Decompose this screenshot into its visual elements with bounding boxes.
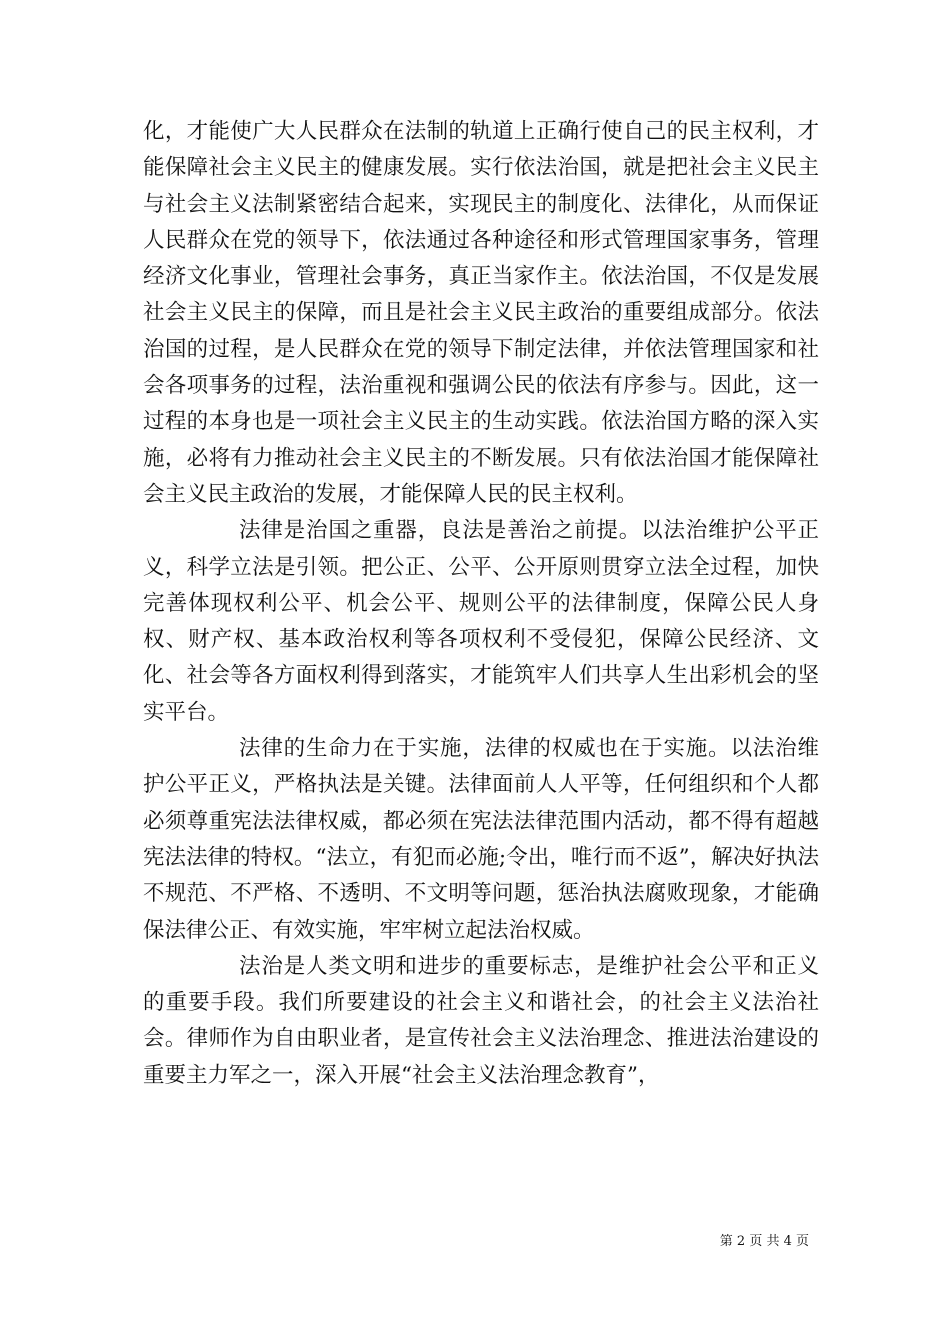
- paragraph-4: 法治是人类文明和进步的重要标志，是维护社会公平和正义的重要手段。我们所要建设的社会主义和谐社会，的社会主义法治社会。律师作为自由职业者，是宣传社会主义法治理念、推进法治建设的重要主力军之一，深入开展“社会主义法治理念教育”，: [143, 953, 819, 1088]
- paragraph-1: 化，才能使广大人民群众在法制的轨道上正确行使自己的民主权利，才能保障社会主义民主的健康发展。实行依法治国，就是把社会主义民主与社会主义法制紧密结合起来，实现民主的制度化、法律化，从而保证人民群众在党的领导下，依法通过各种途径和形式管理国家事务，管理经济文化事业，管理社会事务，真正当家作主。依法治国，不仅是发展社会主义民主的保障，而且是社会主义民主政治的重要组成部分。依法治国的过程，是人民群众在党的领导下制定法律，并依法管理国家和社会各项事务的过程，法治重视和强调公民的依法有序参与。因此，这一过程的本身也是一项社会主义民主的生动实践。依法治国方略的深入实施，必将有力推动社会主义民主的不断发展。只有依法治国才能保障社会主义民主政治的发展，才能保障人民的民主权利。: [143, 119, 819, 507]
- paragraph-3: 法律的生命力在于实施，法律的权威也在于实施。以法治维护公平正义，严格执法是关键。法律面前人人平等，任何组织和个人都必须尊重宪法法律权威，都必须在宪法法律范围内活动，都不得有超越宪法法律的特权。“法立，有犯而必施;令出，唯行而不返”，解决好执法不规范、不严格、不透明、不文明等问题，惩治执法腐败现象，才能确保法律公正、有效实施，牢牢树立起法治权威。: [143, 736, 819, 943]
- page-number-footer: 第 2 页 共 4 页: [719, 1234, 809, 1249]
- document-body: [143, 114, 819, 1094]
- paragraph-2: 法律是治国之重器，良法是善治之前提。以法治维护公平正义，科学立法是引领。把公正、公平、公开原则贯穿立法全过程，加快完善体现权利公平、机会公平、规则公平的法律制度，保障公民人身权、财产权、基本政治权利等各项权利不受侵犯，保障公民经济、文化、社会等各方面权利得到落实，才能筑牢人们共享人生出彩机会的坚实平台。: [143, 518, 819, 725]
